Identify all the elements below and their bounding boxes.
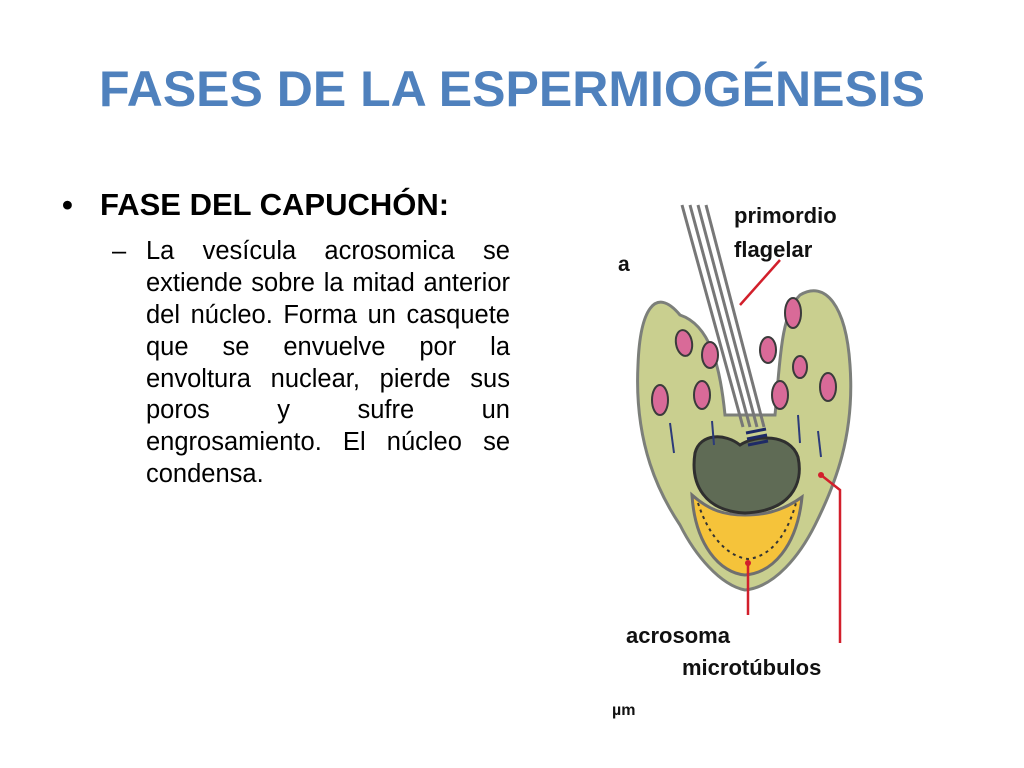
sub-bullet-item: [112, 236, 510, 491]
pointer-primordio: [740, 260, 780, 305]
label-acrosoma: acrosoma: [626, 623, 730, 648]
bullet-dot-icon: •: [62, 187, 73, 222]
label-primordio: primordio: [734, 203, 837, 228]
label-flagelar: flagelar: [734, 237, 813, 262]
label-microtubulos: microtúbulos: [682, 655, 822, 680]
scale-unit: µm: [612, 702, 636, 719]
pointer-dot: [818, 472, 824, 478]
mitochondrion: [793, 356, 807, 378]
mitochondrion: [760, 337, 776, 363]
mitochondrion: [820, 373, 836, 401]
bullet-text: FASE DEL CAPUCHÓN:: [100, 187, 450, 222]
mitochondrion: [772, 381, 788, 409]
diagram-svg: [600, 195, 890, 725]
sub-bullet-text: La vesícula acrosomica se extiende sobre la mitad anterior del núcleo. Forma un casquete que se envuelve por la envoltura nuclear, pierde sus poros y sufre un engrosamiento. El núcleo se condensa.: [146, 237, 510, 489]
pointer-dot: [745, 560, 751, 566]
spermatid-diagram: [600, 195, 890, 725]
mitochondrion: [785, 298, 801, 328]
nucleus: [694, 437, 799, 513]
bullet-item: [62, 186, 449, 223]
slide-title: FASES DE LA ESPERMIOGÉNESIS: [98, 61, 926, 117]
dash-icon: –: [112, 237, 127, 265]
mitochondrion: [702, 342, 718, 368]
panel-letter: a: [618, 253, 630, 276]
mitochondrion: [652, 385, 668, 415]
mitochondrion: [694, 381, 710, 409]
